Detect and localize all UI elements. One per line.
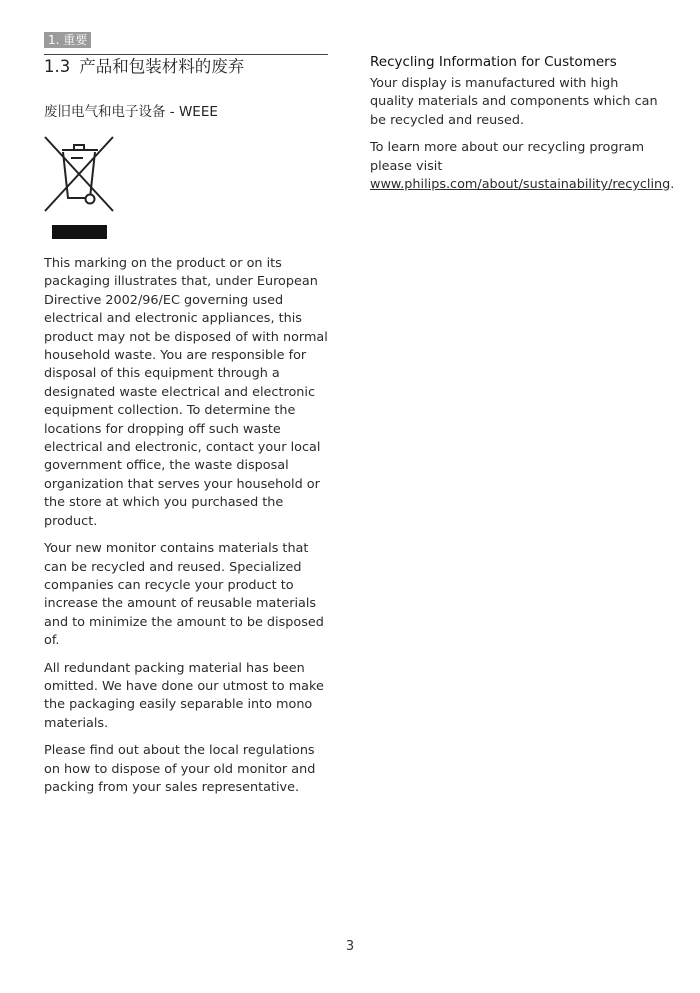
- paragraph-local-regulations: Please find out about the local regulations on how to dispose of your old monitor and packing from your sales representative.: [44, 743, 316, 795]
- weee-date-bar: [52, 225, 107, 239]
- section-divider: [44, 54, 328, 55]
- recycling-program-period: .: [670, 177, 675, 193]
- paragraph-recycling-program: [370, 139, 675, 194]
- paragraph-weee-marking: This marking on the product or on its packaging illustrates that, under European Directive 2002/96/EC governing used electrical and electronic appliances, this product may not be disposed of with normal household waste. You are responsible for disposal of this equipment through a designated waste electrical and electronic equipment collection. To determine the locations for dropping off such waste electrical and electronic, contact your local government office, the waste disposal organization that serves your household or the store at which you purchased the product.: [44, 256, 328, 529]
- recycling-info-heading: Recycling Information for Customers: [370, 54, 617, 70]
- recycling-link[interactable]: www.philips.com/about/sustainability/recycling: [370, 177, 671, 193]
- paragraph-recyclable-materials: Your new monitor contains materials that can be recycled and reused. Specialized companies can recycle your product to increase the amount of reusable materials and to minimize the amount to be disposed of.: [44, 541, 324, 649]
- left-column: [44, 255, 334, 806]
- page-number: 3: [345, 939, 355, 954]
- crossed-out-wheelie-bin-icon: [42, 134, 116, 214]
- section-title-text: 产品和包装材料的废弃: [79, 57, 245, 76]
- recycling-program-text: To learn more about our recycling program please visit: [370, 140, 645, 174]
- section-number: 1.3: [44, 57, 71, 76]
- section-title: [44, 56, 334, 78]
- chapter-tag: 1. 重要: [44, 32, 91, 48]
- paragraph-display-materials: Your display is manufactured with high quality materials and components which can be recycled and reused.: [370, 76, 658, 128]
- paragraph-packing-material: All redundant packing material has been omitted. We have done our utmost to make the packaging easily separable into mono materials.: [44, 660, 324, 731]
- weee-heading: 废旧电气和电子设备 - WEEE: [44, 104, 218, 120]
- right-column: [370, 53, 675, 203]
